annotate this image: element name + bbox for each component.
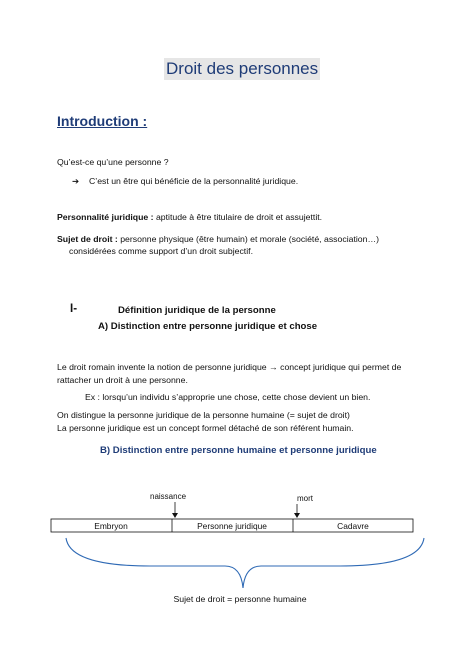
segment-personne-juridique: Personne juridique — [197, 521, 267, 531]
birth-arrowhead — [172, 513, 178, 518]
page-title: Droit des personnes — [166, 59, 319, 78]
definition-term: Personnalité juridique : — [57, 212, 154, 222]
segment-cadavre: Cadavre — [337, 521, 369, 531]
segment-embryon: Embryon — [94, 521, 128, 531]
curly-brace — [66, 538, 424, 588]
subsection-a-heading: A) Distinction entre personne juridique et chose — [98, 321, 318, 332]
brace-caption: Sujet de droit = personne humaine — [173, 594, 307, 604]
section-number: I- — [70, 303, 78, 315]
question-text: Qu’est-ce qu’une personne ? — [57, 157, 169, 167]
answer-text: C’est un être qui bénéficie de la personnalité juridique. — [89, 176, 299, 186]
death-arrowhead — [294, 513, 300, 518]
birth-label: naissance — [150, 492, 187, 501]
definition-term: Sujet de droit : — [57, 234, 118, 244]
paragraph-line: On distingue la personne juridique de la personne humaine (= sujet de droit) — [57, 410, 350, 420]
death-label: mort — [297, 494, 313, 503]
section-title: Définition juridique de la personne — [118, 305, 276, 316]
definition-text: personne physique (être humain) et morale (société, association…) — [117, 234, 380, 244]
definition-continuation: considérées comme support d’un droit subjectif. — [69, 246, 253, 256]
definition-text: aptitude à être titulaire de droit et assujettit. — [153, 212, 323, 222]
introduction-heading: Introduction : — [57, 113, 148, 129]
paragraph-line: Le droit romain invente la notion de personne juridique → concept juridique qui permet de — [57, 362, 402, 372]
arrow-icon: ➔ — [72, 176, 80, 186]
paragraph-line: La personne juridique est un concept formel détaché de son référent humain. — [57, 423, 354, 433]
example-text: Ex : lorsqu’un individu s’approprie une chose, cette chose devient un bien. — [85, 392, 371, 402]
subsection-b-heading: B) Distinction entre personne humaine et personne juridique — [100, 445, 377, 456]
paragraph-line: rattacher un droit à une personne. — [57, 375, 188, 385]
